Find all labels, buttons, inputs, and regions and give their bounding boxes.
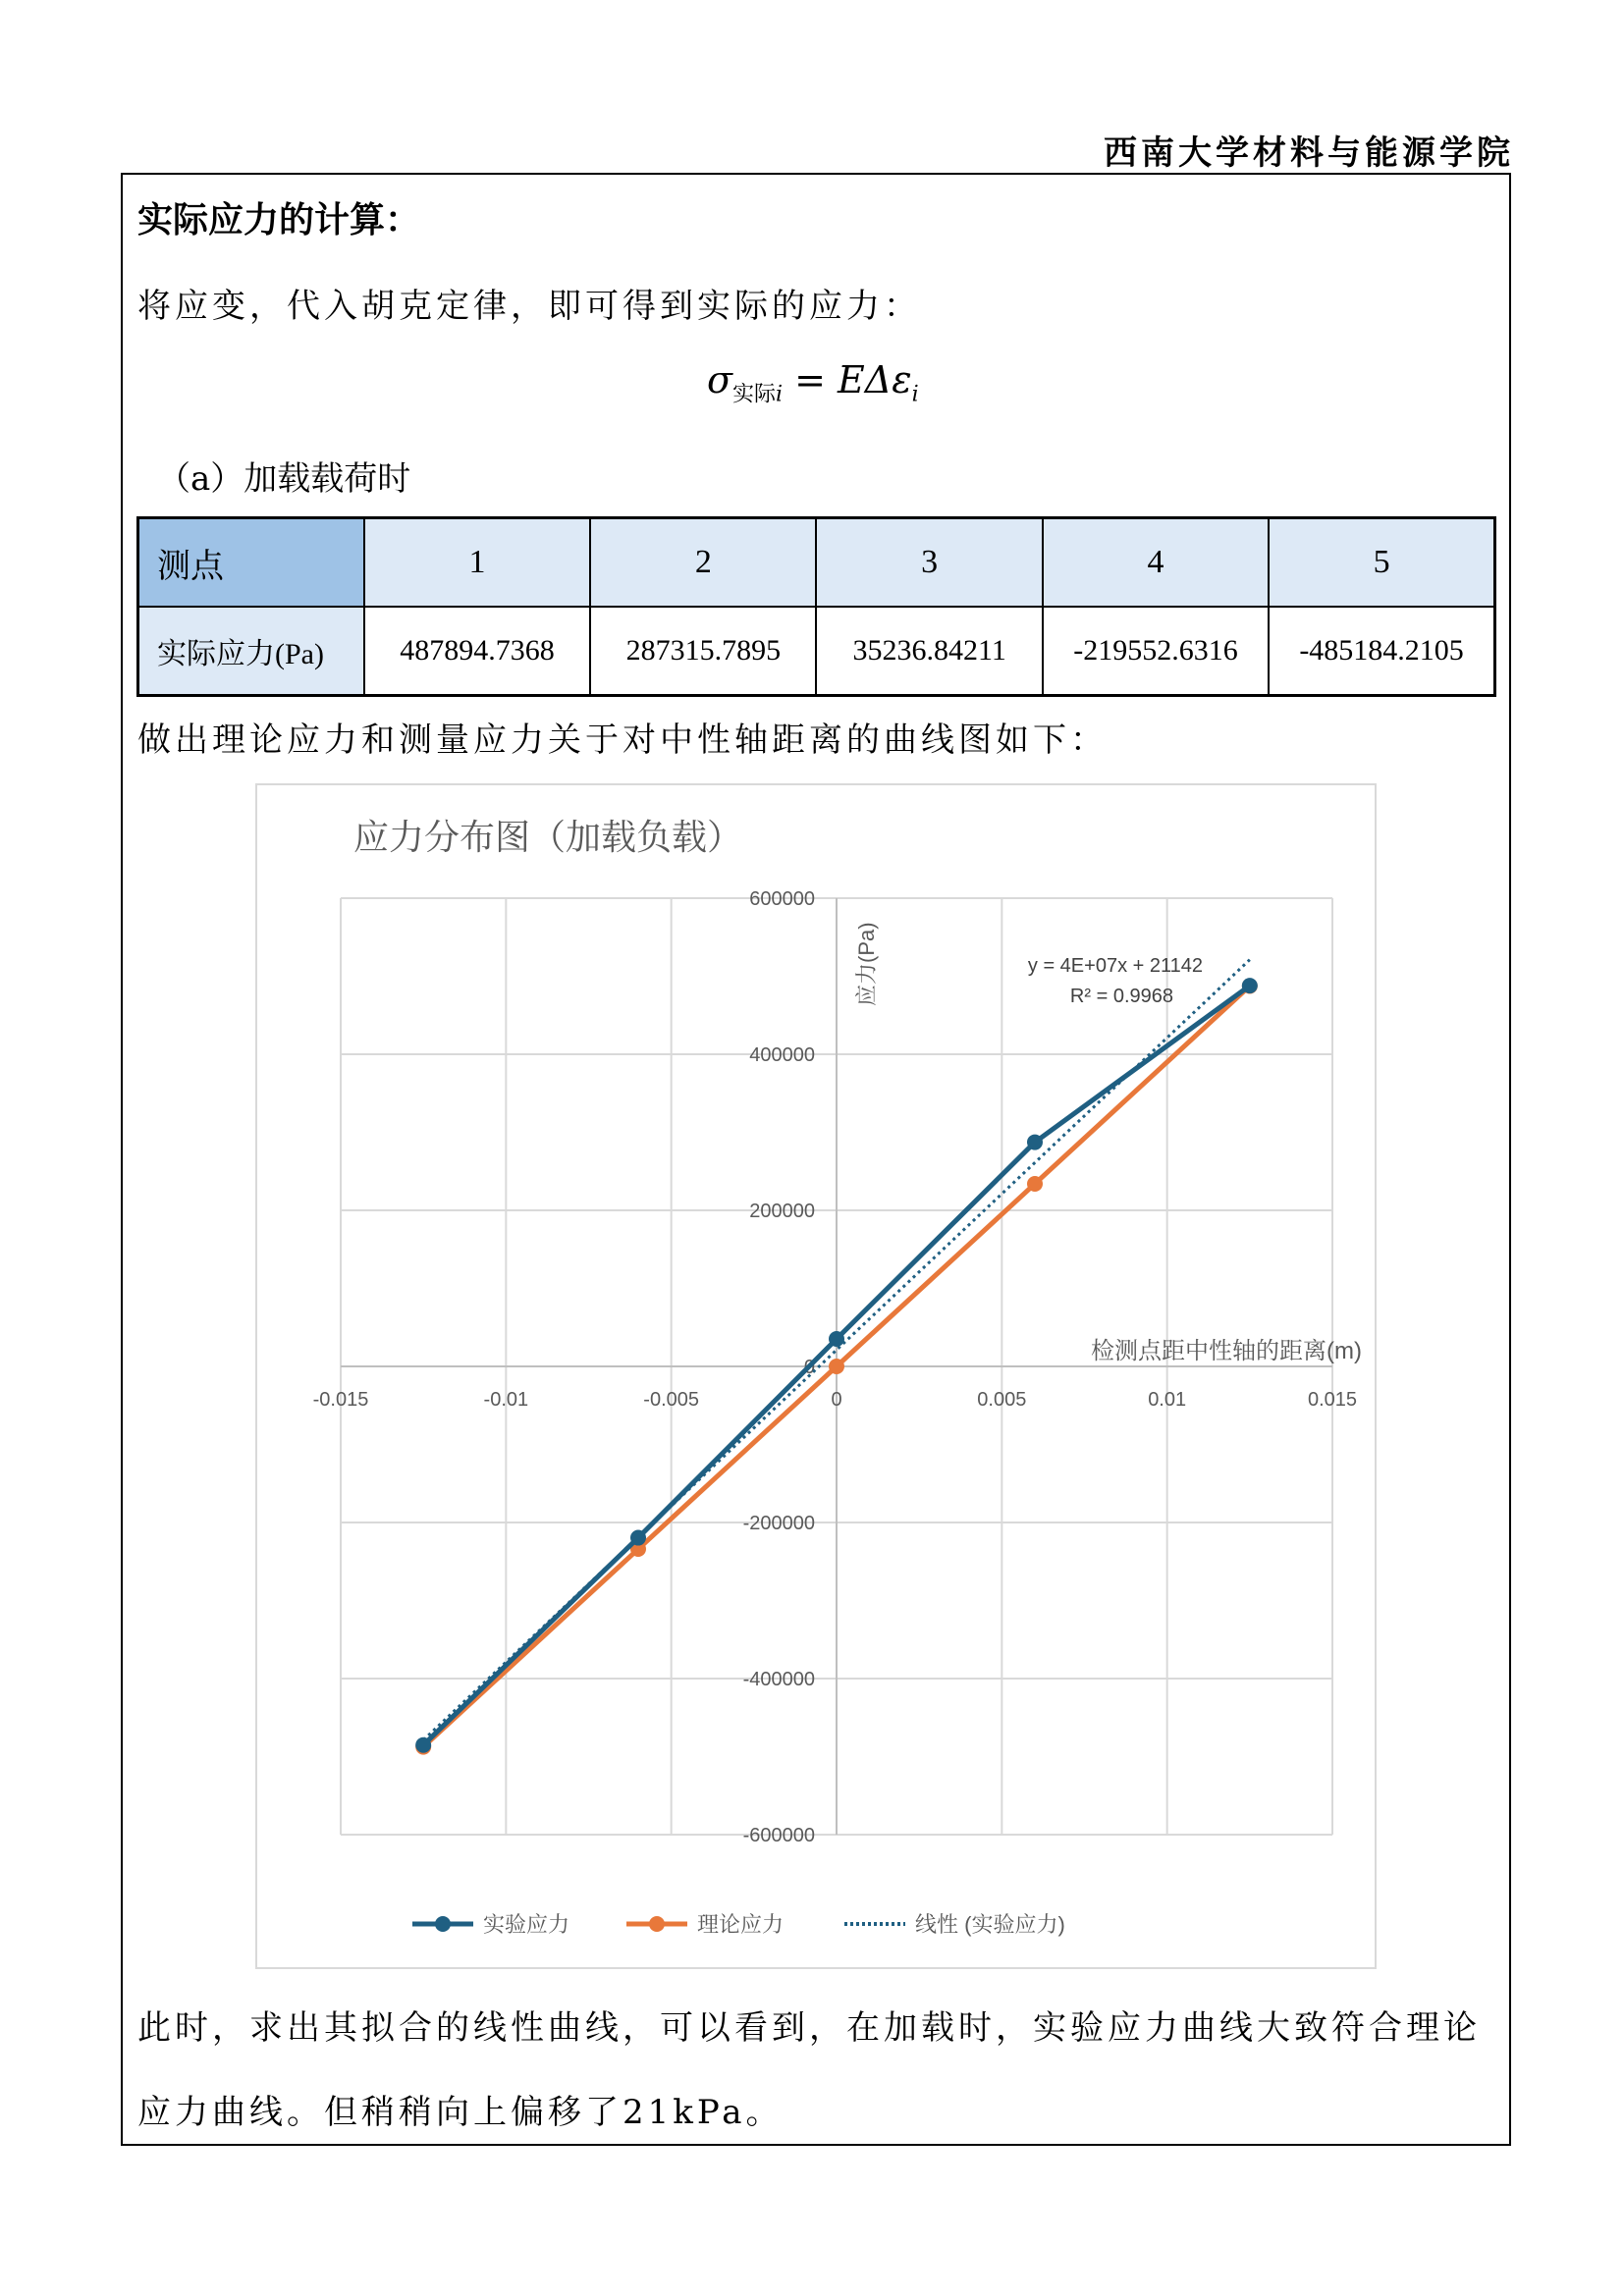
table-header-label: 测点 (138, 518, 364, 608)
legend-marker-1 (435, 1916, 451, 1932)
data-point-实验应力-2 (630, 1530, 646, 1546)
formula-rhs: = EΔε (794, 358, 912, 401)
hooke-formula (707, 358, 919, 408)
y-tick-label: 600000 (749, 888, 815, 910)
y-tick-label: 0 (803, 1357, 815, 1378)
trendline-r2: R² = 0.9968 (1069, 986, 1173, 1007)
institution-header: 西南大学材料与能源学院 (1104, 133, 1514, 173)
chart-legend (412, 1912, 1065, 1937)
point-4: 4 (1043, 518, 1269, 608)
data-point-理论应力-3 (829, 1359, 844, 1374)
table-row-label: 实际应力(Pa) (138, 607, 364, 696)
value-4: -219552.6316 (1043, 607, 1269, 696)
formula-rhs-index: i (911, 382, 919, 407)
x-tick-label: -0.015 (312, 1389, 369, 1411)
data-point-实验应力-5 (1242, 978, 1258, 993)
value-3: 35236.84211 (816, 607, 1042, 696)
point-3: 3 (816, 518, 1042, 608)
conclusion-line-1: 此时，求出其拟合的线性曲线，可以看到，在加载时，实验应力曲线大致符合理论 (137, 2008, 1481, 2048)
formula-sub: 实际 (731, 382, 776, 407)
x-tick-label: 0.005 (977, 1389, 1027, 1411)
y-axis-label: 应力(Pa) (854, 922, 879, 1006)
x-tick-label: -0.01 (483, 1389, 529, 1411)
x-tick-label: -0.005 (643, 1389, 700, 1411)
intro-paragraph: 将应变，代入胡克定律，即可得到实际的应力： (137, 287, 921, 326)
table-value-row (138, 607, 1495, 696)
value-2: 287315.7895 (590, 607, 816, 696)
y-tick-label: -200000 (742, 1513, 815, 1534)
legend-label-2: 理论应力 (697, 1912, 785, 1937)
formula-lhs: σ (707, 358, 732, 401)
legend-label-1: 实验应力 (483, 1912, 570, 1937)
table-header-row (138, 518, 1495, 608)
x-tick-label: 0.015 (1307, 1389, 1358, 1411)
x-axis-label: 检测点距中性轴的距离(m) (1091, 1338, 1362, 1364)
y-tick-label: -600000 (742, 1825, 815, 1846)
x-tick-label: 0 (831, 1389, 842, 1411)
stress-chart (257, 785, 1375, 1967)
x-tick-labels (313, 1389, 1357, 1411)
conclusion-line-2: 应力曲线。但稍稍向上偏移了21kPa。 (137, 2093, 784, 2132)
data-point-实验应力-4 (1027, 1135, 1043, 1150)
stress-table (136, 516, 1496, 697)
value-1: 487894.7368 (364, 607, 590, 696)
y-tick-label: 200000 (749, 1201, 815, 1222)
data-point-理论应力-4 (1027, 1176, 1043, 1192)
value-5: -485184.2105 (1269, 607, 1494, 696)
point-1: 1 (364, 518, 590, 608)
chart-intro: 做出理论应力和测量应力关于对中性轴距离的曲线图如下： (137, 721, 1108, 760)
legend-label-3: 线性 (实验应力) (915, 1912, 1065, 1937)
trendline-equation: y = 4E+07x + 21142 (1027, 955, 1203, 977)
legend-marker-2 (649, 1916, 665, 1932)
y-tick-label: 400000 (749, 1044, 815, 1066)
chart-title: 应力分布图（加载负载） (353, 817, 743, 857)
chart-container (255, 783, 1377, 1969)
case-label: （a）加载载荷时 (157, 459, 411, 499)
x-tick-label: 0.01 (1148, 1389, 1187, 1411)
formula-sub-index: i (775, 382, 784, 407)
point-5: 5 (1269, 518, 1494, 608)
data-point-实验应力-1 (415, 1737, 431, 1753)
data-point-实验应力-3 (829, 1331, 844, 1347)
point-2: 2 (590, 518, 816, 608)
y-tick-label: -400000 (742, 1669, 815, 1690)
section-heading: 实际应力的计算： (137, 200, 421, 240)
